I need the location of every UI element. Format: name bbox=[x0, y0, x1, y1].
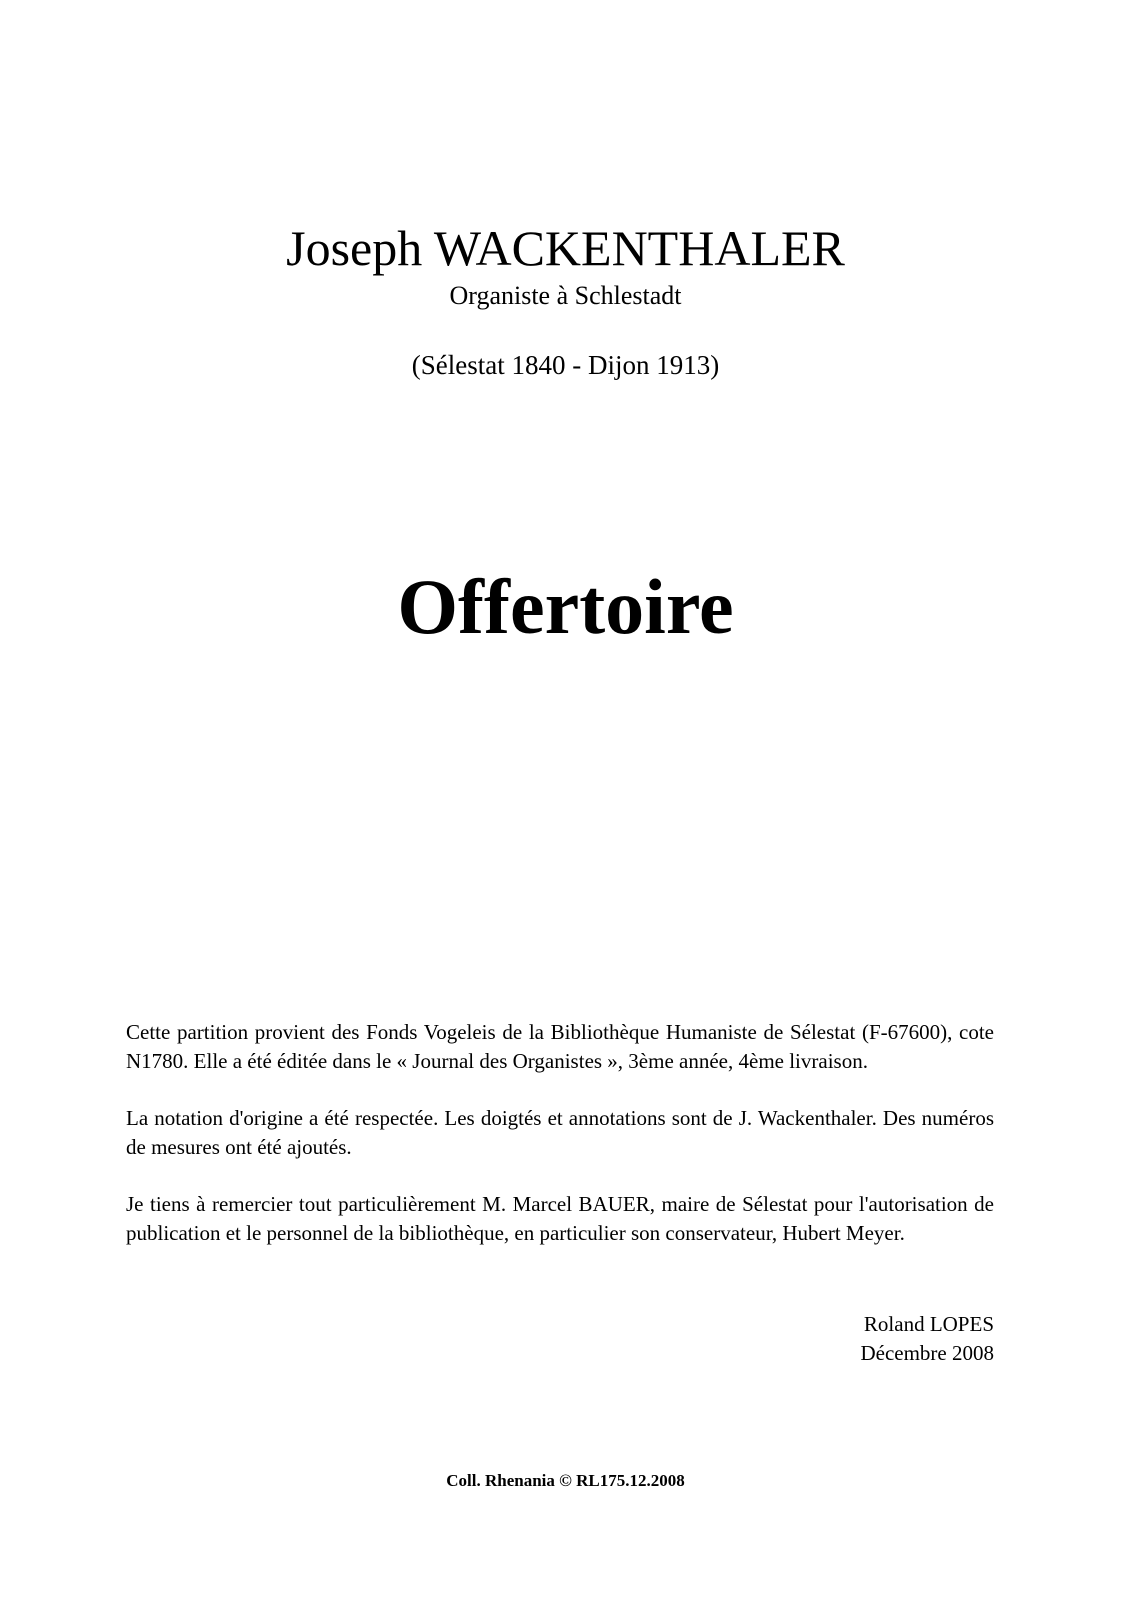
signature-block bbox=[760, 1310, 994, 1368]
composer-dates: (Sélestat 1840 - Dijon 1913) bbox=[411, 350, 720, 380]
notes-paragraph-notation: La notation d'origine a été respectée. Les doigtés et annotations sont de J. Wackenthaler. Des numéros de mesures ont été ajoutés. bbox=[126, 1106, 994, 1159]
notes-paragraph-thanks: Je tiens à remercier tout particulièrement M. Marcel BAUER, maire de Sélestat pour l'autorisation de publication et le personnel de la bibliothèque, en particulier son conservateur, Hubert Meyer. bbox=[126, 1192, 994, 1245]
notes-paragraph-source: Cette partition provient des Fonds Vogeleis de la Bibliothèque Humaniste de Sélestat (F-67600), cote N1780. Elle a été éditée dans le « Journal des Organistes », 3ème année, 4ème livraison. bbox=[126, 1020, 994, 1073]
signature-name: Roland LOPES bbox=[863, 1312, 994, 1336]
copyright-footer: Coll. Rhenania © RL175.12.2008 bbox=[446, 1471, 685, 1490]
composer-role: Organiste à Schlestadt bbox=[449, 281, 682, 310]
signature-date: Décembre 2008 bbox=[860, 1341, 994, 1365]
composer-name: Joseph WACKENTHALER bbox=[286, 220, 845, 276]
editorial-notes bbox=[126, 1018, 994, 1276]
work-title: Offertoire bbox=[397, 563, 734, 650]
